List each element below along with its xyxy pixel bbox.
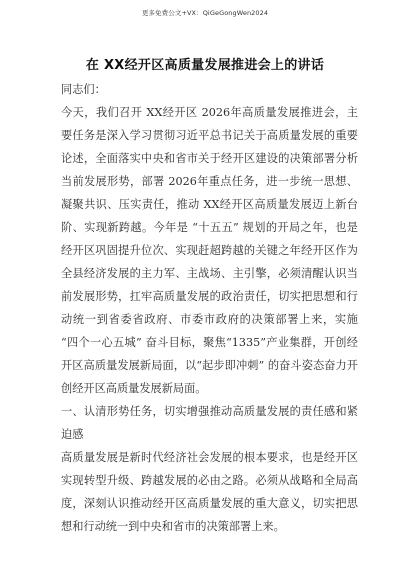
paragraph-1: 今天，我们召开 XX经开区 2026年高质量发展推进会，主要任务是深入学习贯彻习近平总书记关于高质量发展的重要论述，全面落实中央和省市关于经开区建设的决策部署分析当前发展形势，部署 2026年重点任务，进一步统一思想、凝聚共识、压实责任，推动 XX经开区高质量发展迈上新台阶、实现新跨越。今年是 “十五五” 规划的开局之年，也是经开区巩固提升位次、实现赶超跨越的关键之年经开区作为全县经济发展的主力军、主战场、主引擎，必须清醒认识当前发展形势，扛牢高质量发展的政治责任，切实把思想和行动统一到省委省政府、市委市政府的决策部署上来，实施 “四个一心五城” 奋斗目标，聚焦“1335”产业集群，开创经开区高质量发展新局面，以“起步即冲刺” 的奋斗姿态奋力开创经开区高质量发展新局面。 <box>61 106 358 395</box>
document-body <box>61 78 358 538</box>
salutation: 同志们： <box>61 83 106 96</box>
paragraph-2: 高质量发展是新时代经济社会发展的根本要求，也是经开区实现转型升级、跨越发展的必由之路。必须从战略和全局高度，深刻认识推动经开区高质量发展的重大意义，切实把思想和行动统一到中央和省市的决策部署上来。 <box>61 451 358 533</box>
header-note: 更多免费公文+VX：QiGeGongWen2024 <box>141 9 269 17</box>
document-title: 在 XX经开区高质量发展推进会上的讲话 <box>85 58 325 73</box>
section-heading-1: 一、认清形势任务，切实增强推动高质量发展的责任感和紧迫感 <box>61 405 358 441</box>
